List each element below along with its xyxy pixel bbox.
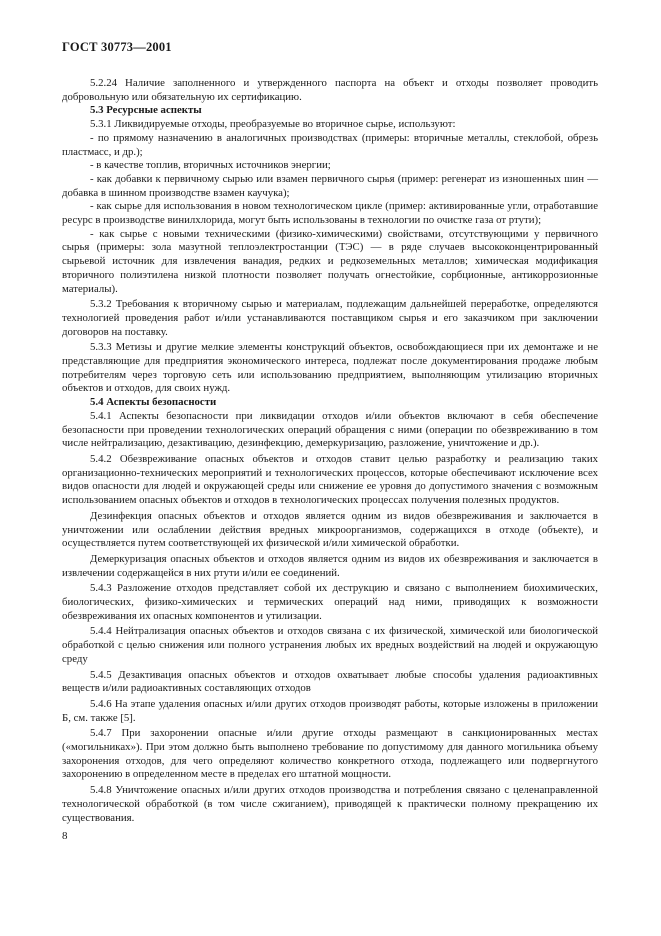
paragraph-5-3-2: 5.3.2 Требования к вторичному сырью и материалам, подлежащим дальнейшей переработке, определяются технологией проведения работ и/или устанавливаются поставщиком сырья и его заказчиком при заключении договоров на поставку. [62,298,598,338]
paragraph-5-4-7: 5.4.7 При захоронении опасные и/или другие отходы размещают в санкционированных местах («могильниках»). При этом должно быть выполнено требование по допустимому для данного могильника объему захоронения отходов, для чего определяют количество конкретного отхода, подлежащего или подвергнутого захоронению в определенном месте в пределах его штатной мощности. [62,727,598,781]
paragraph-5-4-3: 5.4.3 Разложение отходов представляет собой их деструкцию и связано с выполнением биохимических, биологических, физико-химических и термических операций над ними, приводящих к возможности обезвреживания их опасных компонентов и утилизации. [62,582,598,622]
list-item: - как добавки к первичному сырью или взамен первичного сырья (пример: регенерат из изношенных шин — добавка в шинном производстве взамен каучука); [62,172,598,199]
paragraph-5-4-8: 5.4.8 Уничтожение опасных и/или других отходов производства и потребления связано с целенаправленной технологической обработкой (в том числе сжиганием), приводящей к практически полному прекращению их существования. [62,784,598,824]
paragraph-disinfection: Дезинфекция опасных объектов и отходов является одним из видов обезвреживания и заключается в уничтожении или ослаблении действия вредных микроорганизмов, содержащихся в отходе (объекте), и осуществляется путем соответствующей их физической и/или химической обработки. [62,509,598,550]
list-item: - по прямому назначению в аналогичных производствах (примеры: вторичные металлы, стеклобой, обрезь пластмасс, и др.); [62,131,598,158]
paragraph-5-3-1: 5.3.1 Ликвидируемые отходы, преобразуемые во вторичное сырье, используют: [90,118,456,131]
paragraph-5-4-2: 5.4.2 Обезвреживание опасных объектов и отходов ставит целью разработку и реализацию таких организационно-технических мероприятий и технологических процессов, которые обеспечивают исключение всех видов опасности для людей и окружающей среды или снижение ее уровня до допустимого значения с возможным использованием опасных объектов и отходов в технологических процессах получения полезных продуктов. [62,452,598,507]
paragraph-5-4-5: 5.4.5 Дезактивация опасных объектов и отходов охватывает любые способы удаления радиоактивных веществ и/или радиоактивных составляющих отходов [62,668,598,695]
document-header: ГОСТ 30773—2001 [62,40,172,54]
section-heading-5-4: 5.4 Аспекты безопасности [90,396,217,409]
paragraph-5-4-6: 5.4.6 На этапе удаления опасных и/или других отходов производят работы, которые изложены в приложении Б, см. также [5]. [62,697,598,724]
list-item: - как сырье с новыми техническими (физико-химическими) свойствами, отсутствующими у первичного сырья (примеры: зола мазутной теплоэлектростанции (ТЭС) — в ряде случаев высококонцентрированный сырьевой источник для извлечения ванадия, редких и редкоземельных металлов; химическая модификация вторичного полиэтилена низкой плотности позволяет получать огнестойкие, сорбционные, антикоррозионные материалы). [62,227,598,295]
list-item: - в качестве топлив, вторичных источников энергии; [90,159,331,172]
paragraph-5-4-4: 5.4.4 Нейтрализация опасных объектов и отходов связана с их физической, химической или биологической обработкой с целью снижения или полного устранения любых их вредных воздействий на людей и окружающую среду [62,625,598,665]
paragraph-5-2-24: 5.2.24 Наличие заполненного и утвержденного паспорта на объект и отходы позволяет проводить добровольную или обязательную их сертификацию. [62,77,598,103]
paragraph-demercurization: Демеркуризация опасных объектов и отходов является одним из видов их обезвреживания и заключается в извлечении содержащейся в них ртути и/или ее соединений. [62,552,598,579]
list-item: - как сырье для использования в новом технологическом цикле (пример: активированные угли, отработавшие ресурс в производстве винилхлорида, могут быть использованы в технологии по очистке газа от ртути); [62,200,598,227]
paragraph-5-4-1: 5.4.1 Аспекты безопасности при ликвидации отходов и/или объектов включают в себя обеспечение безопасности при проведении технологических операций обращения с ними (операции по обезвреживанию в том числе нейтрализацию, дезактивацию, дезинфекцию, демеркуризацию, разложение, уничтожение и др.). [62,409,598,450]
paragraph-5-3-3: 5.3.3 Метизы и другие мелкие элементы конструкций объектов, освобождающиеся при их демонтаже и не представляющие для предприятия экономического интереса, подлежат после документирования продаже любым потребителям через торговую сеть или использованию предприятием, выполняющим утилизацию вторичных объектов и отходов, для своих нужд. [62,341,598,395]
section-heading-5-3: 5.3 Ресурсные аспекты [90,104,202,117]
page-number: 8 [62,830,68,842]
document-body [62,77,598,825]
